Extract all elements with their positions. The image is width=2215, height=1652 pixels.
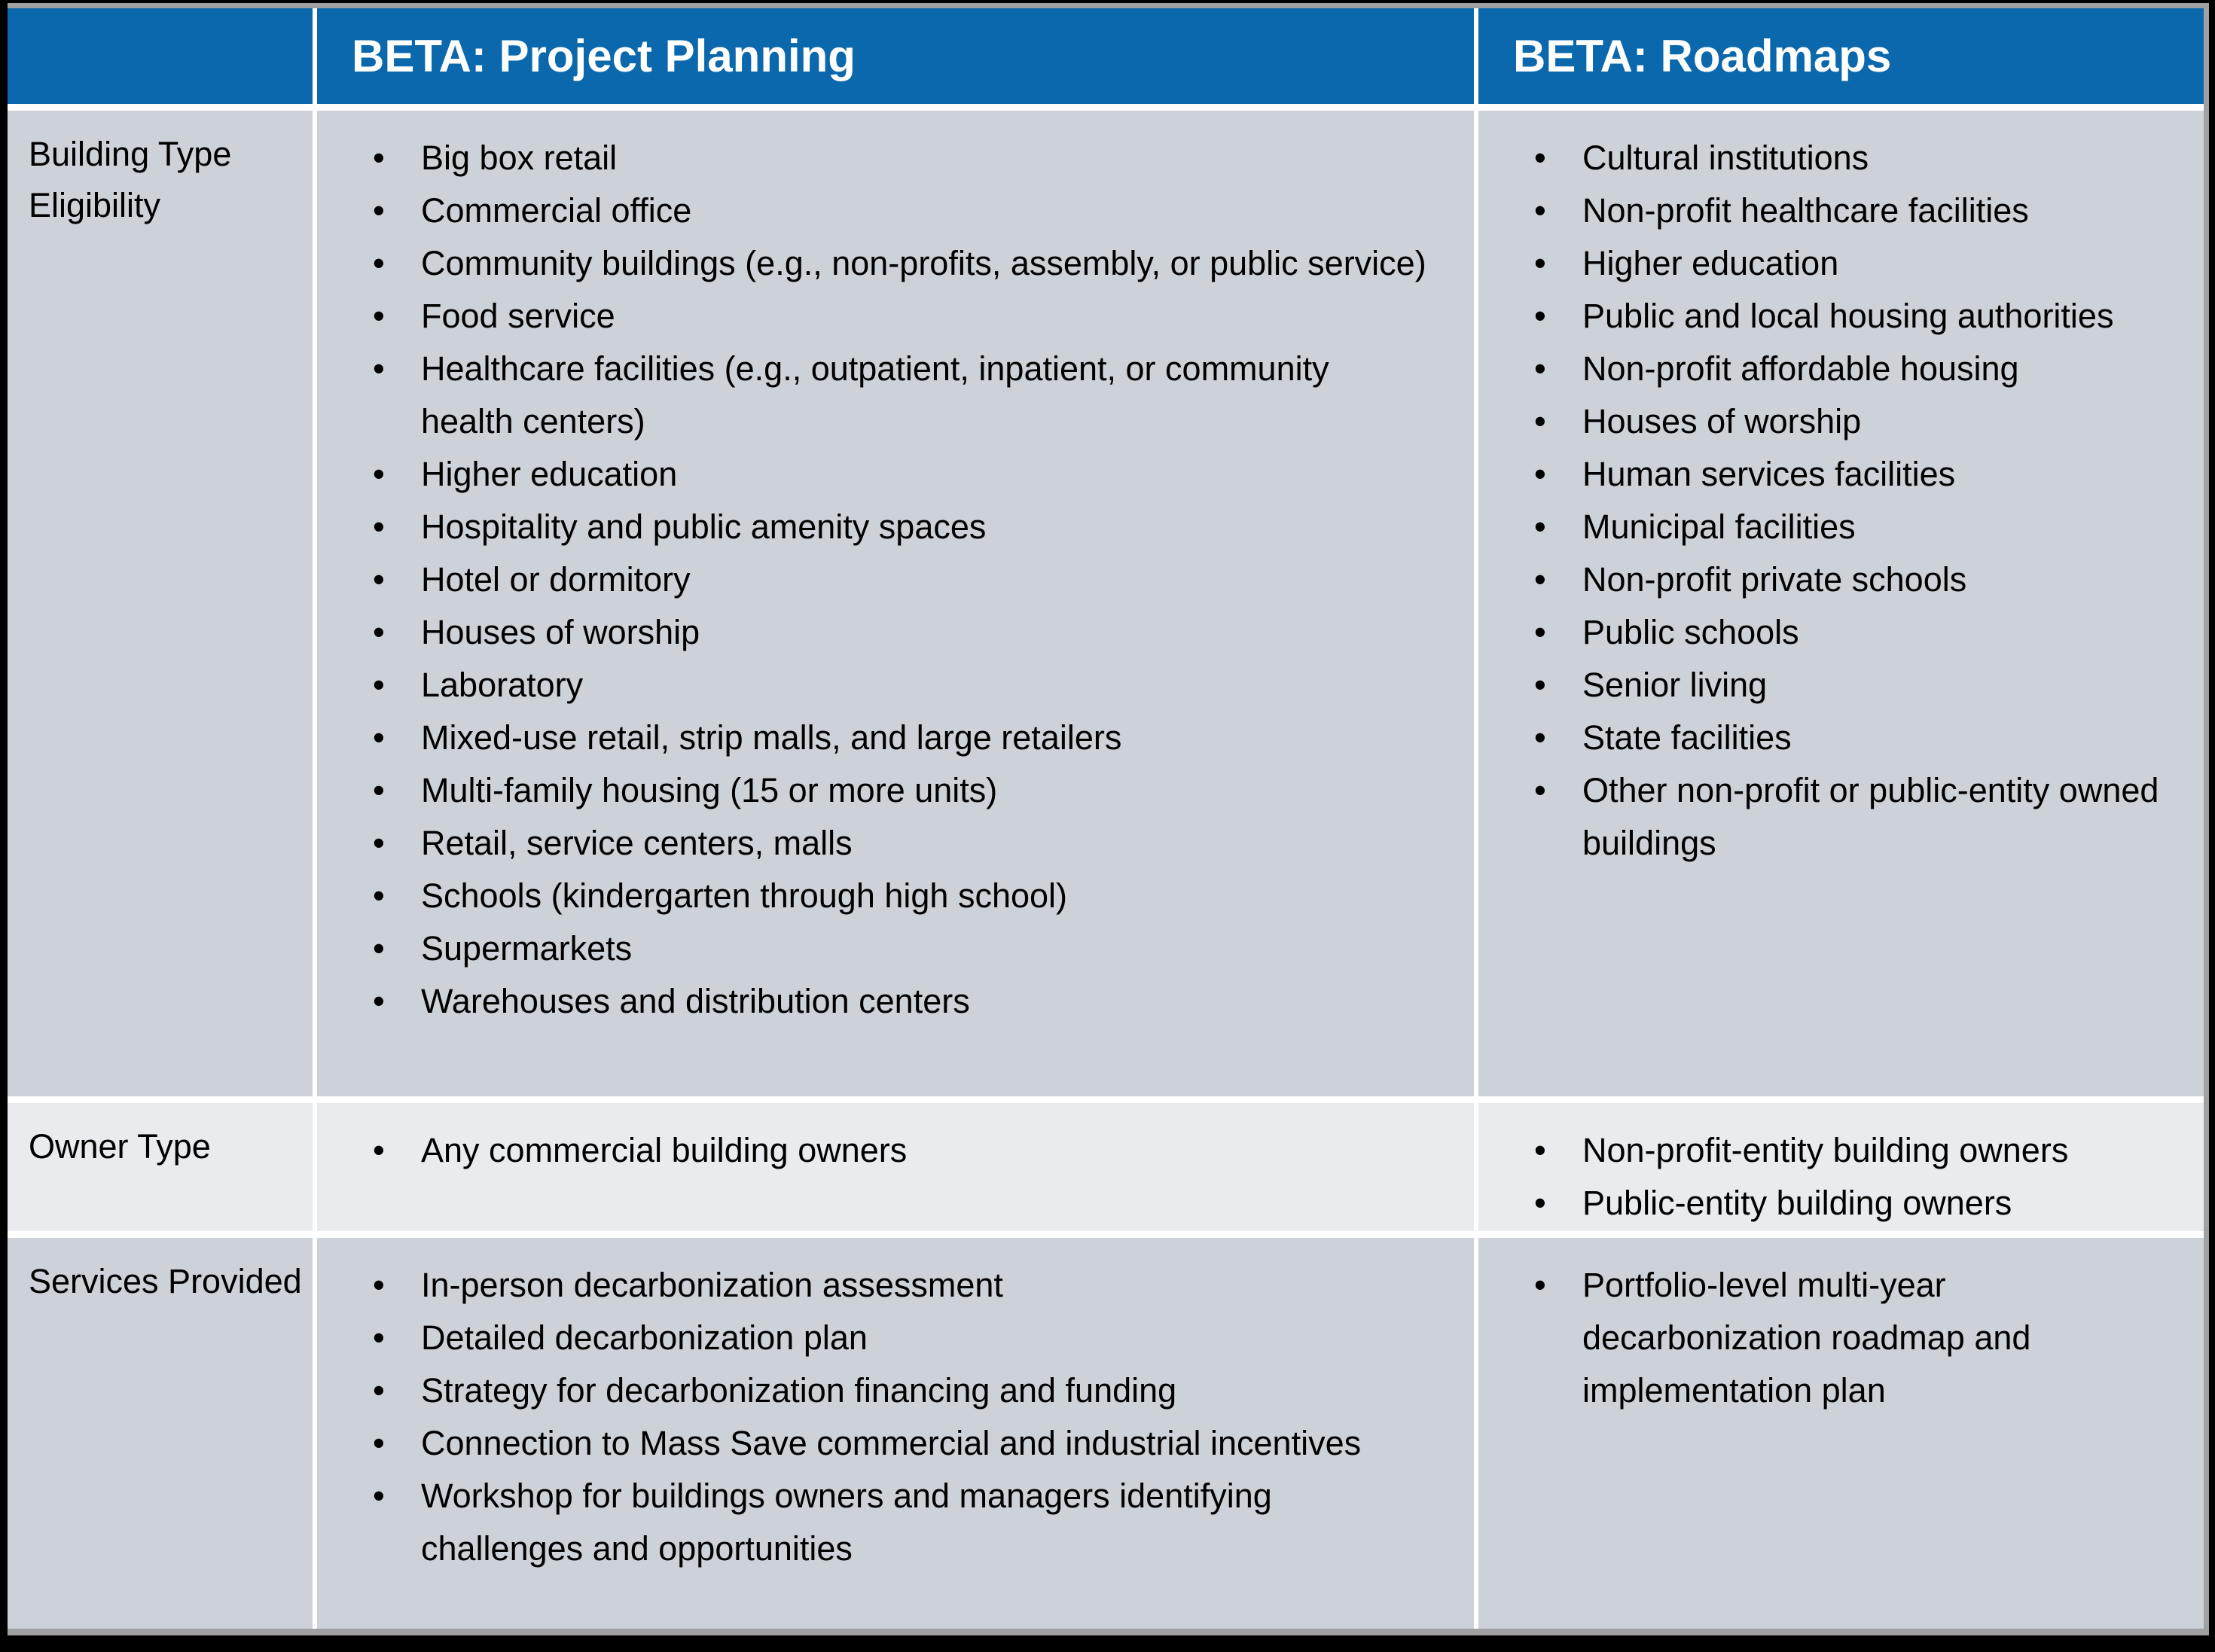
row-label-text: Services Provided — [29, 1262, 302, 1300]
row-label-building-type-eligibility — [8, 111, 313, 1096]
bullet-item: • Laboratory — [370, 659, 1430, 712]
cell-owner-type-project-planning — [317, 1103, 1474, 1231]
bullet-item: • Workshop for buildings owners and managers identifying challenges and opportunities — [370, 1470, 1430, 1575]
bullet-item: • Higher education — [370, 448, 1430, 501]
column-title-roadmaps: BETA: Roadmaps — [1513, 31, 1892, 81]
row-label-owner-type — [8, 1103, 313, 1231]
bullet-list-services-project-planning — [317, 1238, 1474, 1583]
program-comparison-table — [8, 8, 2204, 1629]
bullet-item: • Higher education — [1531, 237, 2190, 290]
bullet-item: • Connection to Mass Save commercial and industrial incentives — [370, 1417, 1430, 1470]
bullet-item: • Big box retail — [370, 132, 1430, 184]
bullet-item: • Public and local housing authorities — [1531, 290, 2190, 343]
bullet-list-building-types-project-planning — [317, 111, 1474, 1035]
bullet-item: • Cultural institutions — [1531, 132, 2190, 184]
bullet-item: • Non-profit affordable housing — [1531, 343, 2190, 395]
header-cell-project-planning — [317, 8, 1474, 104]
row-label-text: Building Type Eligibility — [29, 135, 232, 224]
bullet-item: • Warehouses and distribution centers — [370, 975, 1430, 1028]
bullet-item: • Community buildings (e.g., non-profits, assembly, or public service) — [370, 237, 1430, 290]
bullet-item: • Non-profit-entity building owners — [1531, 1124, 2190, 1177]
bullet-item: • Houses of worship — [370, 606, 1430, 659]
column-title-project-planning: BETA: Project Planning — [352, 31, 856, 81]
bullet-item: • Portfolio-level multi-year decarbonization roadmap and implementation plan — [1531, 1259, 2190, 1417]
bullet-item: • Any commercial building owners — [370, 1124, 1430, 1177]
slide — [8, 3, 2209, 1635]
bullet-item: • Human services facilities — [1531, 448, 2190, 501]
bullet-item: • Public-entity building owners — [1531, 1177, 2190, 1230]
bullet-list-building-types-roadmaps — [1478, 111, 2204, 877]
bullet-item: • Public schools — [1531, 606, 2190, 659]
cell-building-types-project-planning — [317, 111, 1474, 1096]
bullet-item: • Houses of worship — [1531, 395, 2190, 448]
bullet-item: • Detailed decarbonization plan — [370, 1312, 1430, 1364]
cell-building-types-roadmaps — [1478, 111, 2204, 1096]
bullet-item: • Hospitality and public amenity spaces — [370, 501, 1430, 553]
bullet-list-services-roadmaps — [1478, 1238, 2204, 1425]
bullet-item: • Mixed-use retail, strip malls, and large retailers — [370, 712, 1430, 764]
bullet-item: • Other non-profit or public-entity owned buildings — [1531, 764, 2190, 870]
bullet-item: • Schools (kindergarten through high school) — [370, 870, 1430, 922]
bullet-item: • Non-profit private schools — [1531, 553, 2190, 606]
bullet-item: • Non-profit healthcare facilities — [1531, 184, 2190, 237]
bullet-item: • Strategy for decarbonization financing and funding — [370, 1364, 1430, 1417]
header-cell-blank — [8, 8, 313, 104]
bullet-item: • Multi-family housing (15 or more units) — [370, 764, 1430, 817]
bullet-item: • Food service — [370, 290, 1430, 343]
cell-owner-type-roadmaps — [1478, 1103, 2204, 1231]
bullet-item: • In-person decarbonization assessment — [370, 1259, 1430, 1312]
bullet-item: • Retail, service centers, malls — [370, 817, 1430, 870]
bullet-list-owner-type-roadmaps — [1478, 1103, 2204, 1231]
header-cell-roadmaps — [1478, 8, 2204, 104]
bullet-item: • Senior living — [1531, 659, 2190, 712]
bullet-item: • Hotel or dormitory — [370, 553, 1430, 606]
bullet-item: • State facilities — [1531, 712, 2190, 764]
cell-services-roadmaps — [1478, 1238, 2204, 1629]
bullet-item: • Supermarkets — [370, 922, 1430, 975]
bullet-item: • Municipal facilities — [1531, 501, 2190, 553]
bullet-item: • Commercial office — [370, 184, 1430, 237]
row-label-text: Owner Type — [29, 1127, 211, 1166]
cell-services-project-planning — [317, 1238, 1474, 1629]
bullet-list-owner-type-project-planning — [317, 1103, 1474, 1184]
row-label-services-provided — [8, 1238, 313, 1629]
bullet-item: • Healthcare facilities (e.g., outpatient, inpatient, or community health centers) — [370, 343, 1430, 448]
